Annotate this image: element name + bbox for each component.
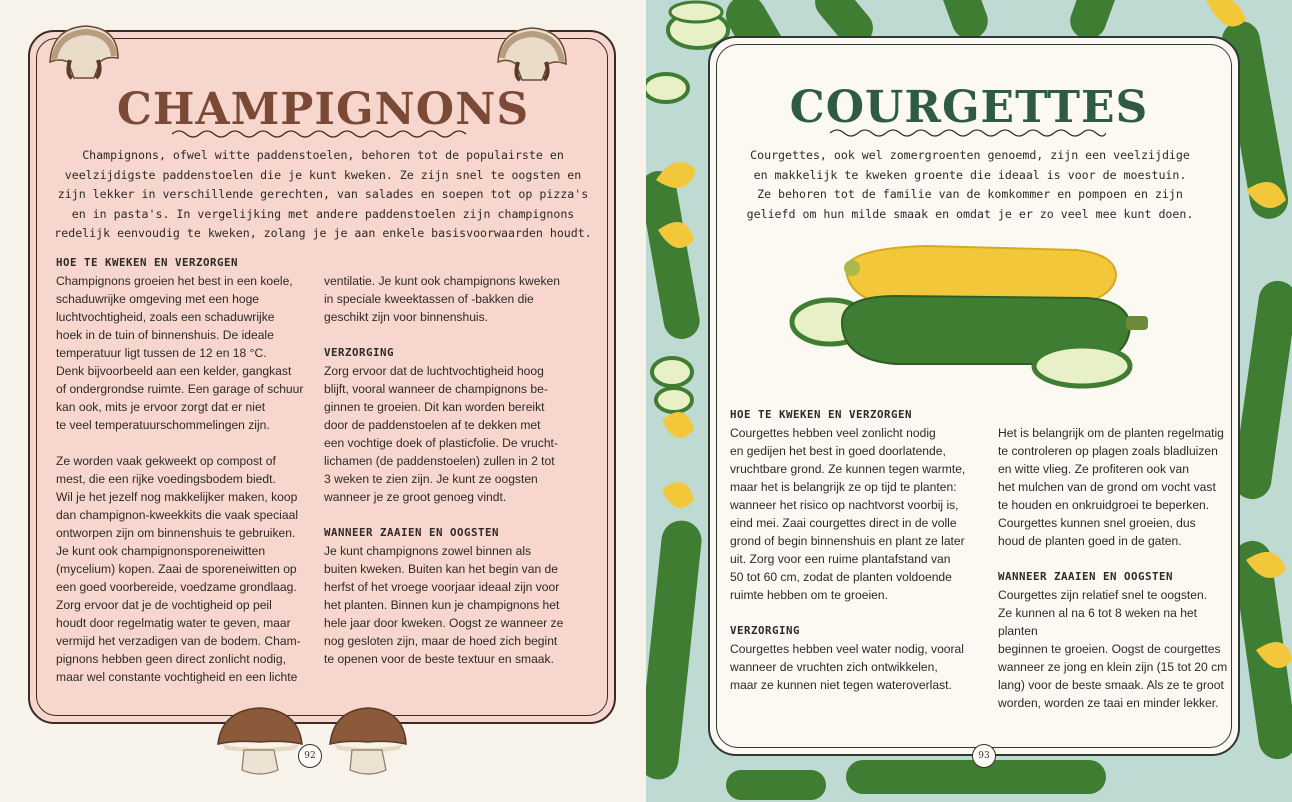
champignons-intro: Champignons, ofwel witte paddenstoelen, behoren tot de populairste en veelzijdigste paddenstoelen die je kunt kweken. Ze zijn snel te oogsten en zijn lekker in verschillende gerechten, van salades en soepen tot op pizza's en in pasta's. In vergelijking met andere paddenstoelen zijn champignons redelijk eenvoudig te kweken, zolang je je aan enkele basisvoorwaarden houdt. [54,148,592,240]
zucchini-illustration-icon [786,238,1154,398]
section-heading: WANNEER ZAAIEN EN OOGSTEN [324,526,500,539]
section-heading: HOE TE KWEKEN EN VERZORGEN [56,256,239,269]
page-number: 92 [298,744,322,768]
section-heading: WANNEER ZAAIEN EN OOGSTEN [998,570,1174,583]
champignons-column-2: ventilatie. Je kunt ook champignons kweken in speciale kweektassen of -bakken die geschikt zijn voor binnenshuis. VERZORGING Zorg ervoor dat de luchtvochtigheid hoog blijft, vooral wanneer de champignons be- ginnen te groeien. Dit kan worden bereikt door de paddenstoelen af te dekken met een vochtige doek of plasticfolie. De vrucht- lichamen (de paddenstoelen) zullen in 2 tot 3 weken te zien zijn. Je kunt ze oogsten wanneer je ze groot genoeg vindt. WANNEER ZAAIEN EN OOGSTEN Je kunt champignons zowel binnen als buiten kweken. Buiten kan het begin van de herfst of het vroege voorjaar ideaal zijn voor het planten. Binnen kun je champignons het hele jaar door kweken. Oogst ze wanneer ze nog gesloten zijn, maar de hoed zich begint te openen voor de beste textuur en smaak. [324,272,586,668]
mushroom-half-top-right-icon [494,24,570,86]
title-divider [172,128,472,140]
mushroom-bottom-right-icon [326,704,410,778]
mushroom-bottom-left-icon [214,704,306,778]
page-number: 93 [972,744,996,768]
section-heading: VERZORGING [324,346,395,359]
section-heading: VERZORGING [730,624,801,637]
page-title-champignons: CHAMPIGNONS [116,84,530,135]
champignons-column-1: HOE TE KWEKEN EN VERZORGEN Champignons groeien het best in een koele, schaduwrijke omgeving met een hoge luchtvochtigheid, zoals een schaduwrijke hoek in de tuin of binnenshuis. De ideale temperatuur ligt tussen de 12 en 18 °C. Denk bijvoorbeeld aan een kelder, gangkast of ondergrondse ruimte. Een garage of schuur kan ook, mits je ervoor zorgt dat er niet te veel temperatuurschommelingen zijn. Ze worden vaak gekweekt op compost of mest, die een rijke voedingsbodem biedt. Wil je het jezelf nog makkelijker maken, koop dan champignon-kweekkits die vaak speciaal ontworpen zijn om binnenshuis te gebruiken. Je kunt ook champignonsporeneiwitten (mycelium) kopen. Zaai de sporeneiwitten op een goed voorbereide, voedzame grondlaag. Zorg ervoor dat je de vochtigheid op peil houdt door regelmatig water te geven, maar vermijd het verzadigen van de bodem. Cham- pignons hebben geen direct zonlicht nodig, maar wel constante vochtigheid en een lichte [56,254,318,686]
courgettes-column-1: HOE TE KWEKEN EN VERZORGEN Courgettes hebben veel zonlicht nodig en gedijen het best in goed doorlatende, vruchtbare grond. Ze kunnen tegen warmte, maar het is belangrijk ze op tijd te planten: wanneer het risico op nachtvorst voorbij is, eind mei. Zaai courgettes direct in de volle grond of begin binnenshuis en plant ze later uit. Zorg voor een ruime plantafstand van 50 tot 60 cm, zodat de planten voldoende ruimte hebben om te groeien. VERZORGING Courgettes hebben veel water nodig, vooral wanneer de vruchten zich ontwikkelen, maar ze kunnen niet tegen wateroverlast. [730,406,992,694]
courgettes-column-2: Het is belangrijk om de planten regelmatig te controleren op plagen zoals bladluizen en witte vlieg. Ze profiteren ook van het mulchen van de grond om vocht vast te houden en onkruidgroei te beperken. Courgettes kunnen snel groeien, dus houd de planten goed in de gaten. WANNEER ZAAIEN EN OOGSTEN Courgettes zijn relatief snel te oogsten. Ze kunnen al na 6 tot 8 weken na het planten beginnen te groeien. Oogst de courgettes wanneer ze jong en klein zijn (15 tot 20 cm lang) voor de beste smaak. Als ze te groot worden, worden ze taai en minder lekker. [998,424,1238,712]
page-title-courgettes: COURGETTES [789,82,1149,133]
mushroom-half-top-left-icon [46,22,122,84]
title-divider [830,127,1106,139]
page-courgettes [646,0,1292,802]
courgettes-intro: Courgettes, ook wel zomergroenten genoemd, zijn een veelzijdige en makkelijk te kweken groente die ideaal is voor de moestuin. Ze behoren tot de familie van de komkommer en pompoen en zijn geliefd om hun milde smaak en omdat je er zo veel mee kunt doen. [746,148,1194,221]
section-heading: HOE TE KWEKEN EN VERZORGEN [730,408,913,421]
